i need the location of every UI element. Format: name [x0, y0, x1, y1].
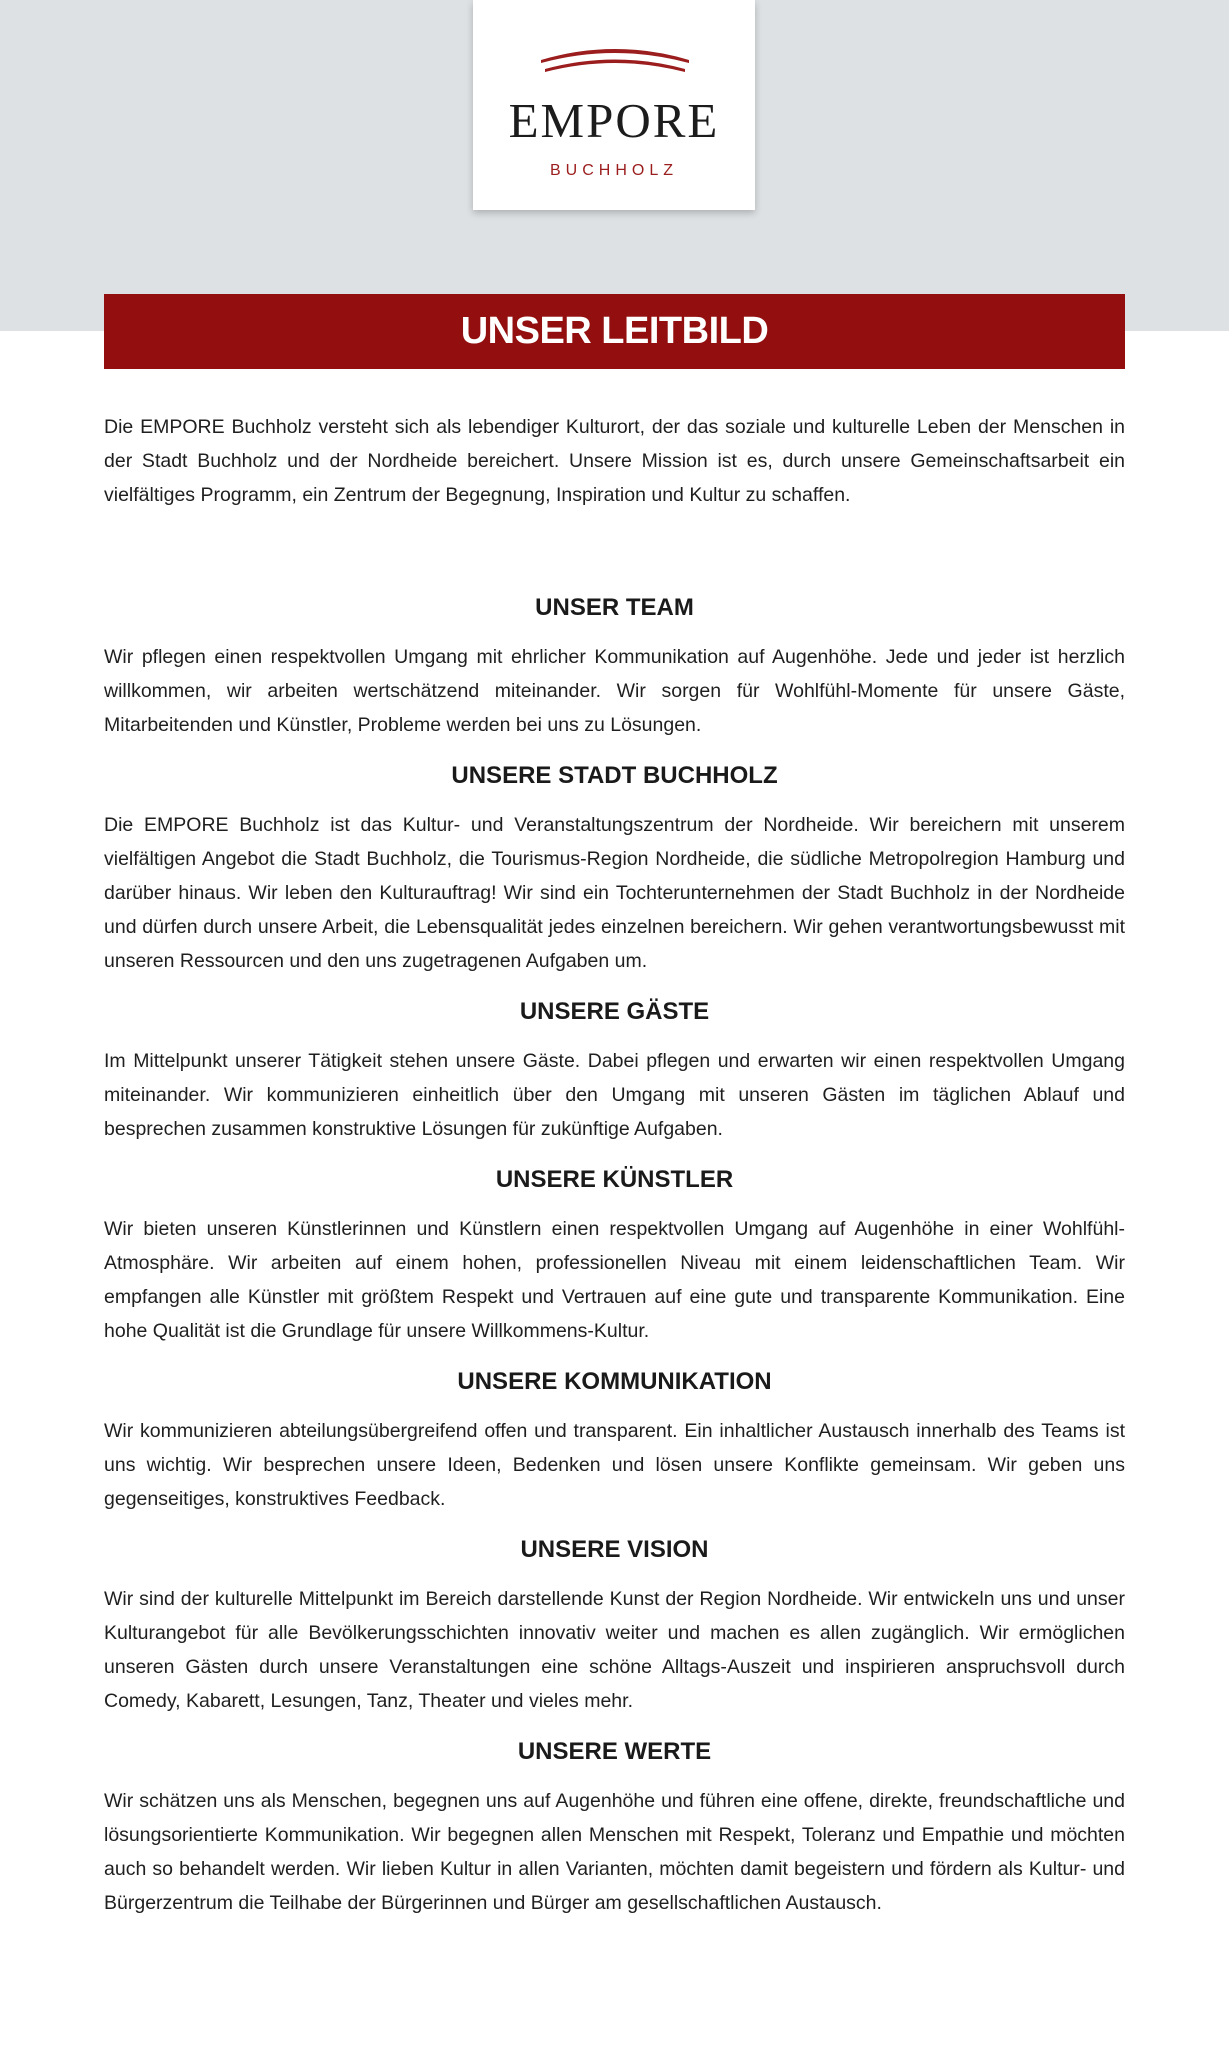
section-heading: UNSERE STADT BUCHHOLZ — [451, 762, 778, 789]
section-text: Wir bieten unseren Künstlerinnen und Künstlern einen respektvollen Umgang auf Augenhöhe in einer Wohlfühl-Atmosphäre. Wir arbeiten auf einem hohen, professionellen Niveau mit einem leidenschaftlichen Team. Wir empfangen alle Künstler mit größtem Respekt und Vertrauen auf eine gute und transparente Kommunikation. Eine hohe Qualität ist die Grundlage für unsere Willkommens-Kultur. — [104, 1218, 1125, 1342]
section-heading: UNSERE WERTE — [517, 1738, 712, 1765]
section-heading: UNSERE KÜNSTLER — [495, 1166, 734, 1193]
section-text: Wir pflegen einen respektvollen Umgang mit ehrlicher Kommunikation auf Augenhöhe. Jede und jeder ist herzlich willkommen, wir arbeiten wertschätzend miteinander. Wir sorgen für Wohlfühl-Momente für unsere Gäste, Mitarbeitenden und Künstler, Probleme werden bei uns zu Lösungen. — [104, 646, 1125, 736]
intro-paragraph: Die EMPORE Buchholz versteht sich als lebendiger Kulturort, der das soziale und kulturelle Leben der Menschen in der Stadt Buchholz und der Nordheide bereichert. Unsere Mission ist es, durch unsere Gemeinschaftsarbeit ein vielfältiges Programm, ein Zentrum der Begegnung, Inspiration und Kultur zu schaffen. — [104, 416, 1125, 506]
section-heading: UNSERE KOMMUNIKATION — [457, 1368, 772, 1395]
logo-arcs-icon — [539, 40, 691, 74]
section-heading: UNSERE GÄSTE — [519, 998, 710, 1025]
section-heading: UNSERE VISION — [520, 1536, 709, 1563]
logo — [473, 0, 755, 210]
section-text: Im Mittelpunkt unserer Tätigkeit stehen unsere Gäste. Dabei pflegen und erwarten wir einen respektvollen Umgang miteinander. Wir kommunizieren einheitlich über den Umgang mit unseren Gästen im täglichen Ablauf und besprechen zusammen konstruktive Lösungen für zukünftige Aufgaben. — [104, 1050, 1125, 1140]
section-text: Wir schätzen uns als Menschen, begegnen uns auf Augenhöhe und führen eine offene, direkte, freundschaftliche und lösungsorientierte Kommunikation. Wir begegnen allen Menschen mit Respekt, Toleranz und Empathie und möchten auch so behandelt werden. Wir lieben Kultur in allen Varianten, möchten damit begeistern und fördern als Kultur- und Bürgerzentrum die Teilhabe der Bürgerinnen und Bürger am gesellschaftlichen Austausch. — [104, 1790, 1125, 1914]
section-team — [104, 592, 1125, 742]
section-werte — [104, 1736, 1125, 1920]
section-kommunikation — [104, 1366, 1125, 1516]
logo-subname: BUCHHOLZ — [549, 162, 678, 179]
logo-name: EMPORE — [508, 93, 720, 148]
section-gaeste — [104, 996, 1125, 1146]
section-text: Wir sind der kulturelle Mittelpunkt im Bereich darstellende Kunst der Region Nordheide. Wir entwickeln uns und unser Kulturangebot für alle Bevölkerungsschichten innovativ weiter und machen es allen zugänglich. Wir ermöglichen unseren Gästen durch unsere Veranstaltungen eine schöne Alltags-Auszeit und inspirieren anspruchsvoll durch Comedy, Kabarett, Lesungen, Tanz, Theater und vieles mehr. — [104, 1588, 1125, 1712]
section-heading: UNSER TEAM — [535, 594, 694, 621]
page-title: UNSER LEITBILD — [104, 294, 1125, 369]
main-content — [104, 410, 1125, 1938]
section-text: Wir kommunizieren abteilungsübergreifend offen und transparent. Ein inhaltlicher Austausch innerhalb des Teams ist uns wichtig. Wir besprechen unsere Ideen, Bedenken und lösen unsere Konflikte gemeinsam. Wir geben uns gegenseitiges, konstruktives Feedback. — [104, 1420, 1125, 1510]
section-kuenstler — [104, 1164, 1125, 1348]
section-vision — [104, 1534, 1125, 1718]
section-stadt — [104, 760, 1125, 978]
section-text: Die EMPORE Buchholz ist das Kultur- und Veranstaltungszentrum der Nordheide. Wir bereichern mit unserem vielfältigen Angebot die Stadt Buchholz, die Tourismus-Region Nordheide, die südliche Metropolregion Hamburg und darüber hinaus. Wir leben den Kulturauftrag! Wir sind ein Tochterunternehmen der Stadt Buchholz in der Nordheide und dürfen durch unsere Arbeit, die Lebensqualität jedes einzelnen bereichern. Wir gehen verantwortungsbewusst mit unseren Ressourcen und den uns zugetragenen Aufgaben um. — [104, 814, 1125, 972]
